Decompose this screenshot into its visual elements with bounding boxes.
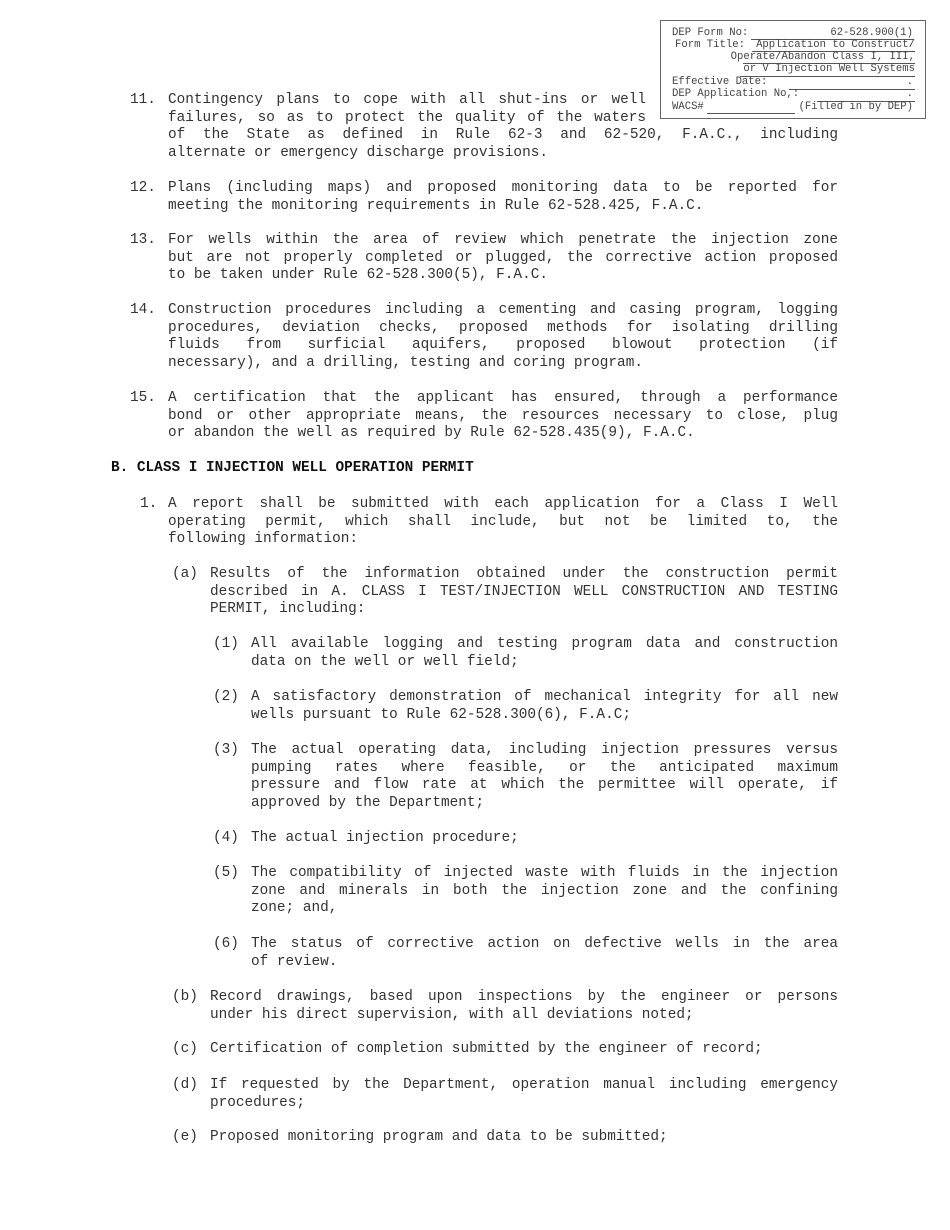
form-title-label: Form Title: [675,39,745,51]
form-title-line-3: or V Injection Well Systems [743,63,915,75]
form-title-line-2: Operate/Abandon Class I, III, [730,51,915,63]
section-b-heading: B. CLASS I INJECTION WELL OPERATION PERMIT [111,460,474,476]
form-title-line-1: Application to Construct/ [756,39,915,51]
wacs-note: (Filled in by DEP) [798,101,913,113]
application-no-label: DEP Application No,: [672,88,800,100]
form-no-label: DEP Form No: [672,27,749,39]
wacs-label: WACS# [672,101,704,113]
effective-date-label: Effective Date: [672,76,768,88]
document-page: DEP Form No: 62-528.900(1) Form Title: Application to Construct/ Operate/Abandon Class I, III, or V Injection Well Systems Effective Date: . DEP Application No,: . WACS# (Filled in by DEP) 11. Contingency plans to cope with all shut-ins or well failures, so as to protect the quality of the waters of the State as defined in Rule 62-3 and 62-520, F.A.C., including alternate or emergency discharge provisions. 12. Plans (including maps) and proposed monitoring data to be reported for meeting the monitoring requirements in Rule 62-528.425, F.A.C. 13. For wells within the area of review which penetrate the injection zone but are not properly completed or plugged, the corrective action proposed to be taken under Rule 62-528.300(5), F.A.C. 14. Construction procedures including a cementing and casing program, logging procedures, deviation checks, proposed methods for isolating drilling fluids from surficial aquifers, proposed blowout protection (if necessary), and a drilling, testing and coring program. 15. A certification that the applicant has ensured, through a performance bond or other appropriate means, the resources necessary to close, plug or abandon the well as required by Rule 62-528.435(9), F.A.C. B. CLASS I INJECTION WELL OPERATION PERMIT 1. A report shall be submitted with each application for a Class I Well operating permit, which shall include, but not be limited to, the following information: (a) Results of the information obtained under the construction permit described in A. CLASS I TEST/INJECTION WELL CONSTRUCTION AND TESTING PERMIT, including: (1) All available logging and testing program data and construction data on the well or well field; (2) A satisfactory demonstration of mechanical integrity for all new wells pursuant to Rule 62-528.300(6), F.A.C; (3) The actual operating data, including injection pressures versus pumping rates where feasible, or the anticipated maximum pressure and flow rate at which the permittee will operate, if approved by the Department; (4) The actual injection procedure; (5) The compatibility of injected waste with fluids in the injection zone and minerals in both the injection zone and the confining zone; and, (6) The status of corrective action on defective wells in the area of review. (b) Record drawings, based upon inspections by the engineer or persons under his direct supervision, with all deviations noted; (c) Certification of completion submitted by the engineer of record; (d) If requested by the Department, operation manual including emergency procedures; (e) Proposed monitoring program and data to be submitted; [0,0,950,1230]
form-header-box: DEP Form No: 62-528.900(1) Form Title: Application to Construct/ Operate/Abandon Class I, III, or V Injection Well Systems Effective Date: . DEP Application No,: . WACS# (Filled in by DEP) [660,20,926,119]
form-no-value: 62-528.900(1) [830,27,913,39]
